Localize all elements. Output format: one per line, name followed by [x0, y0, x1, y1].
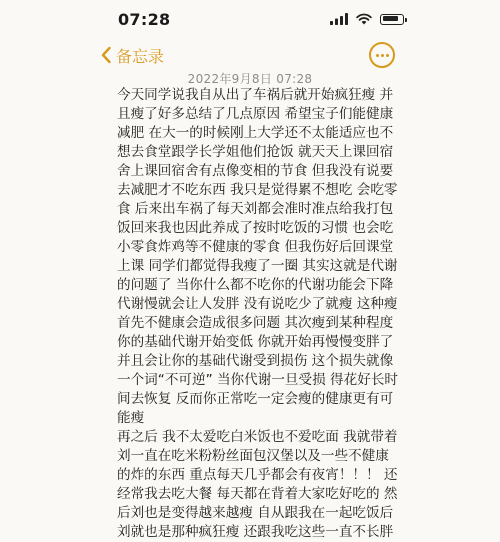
note-line: 代谢慢就会让人发胖 没有说吃少了就瘦 这种瘦	[117, 296, 398, 312]
note-line: 再之后 我不太爱吃白米饭也不爱吃面 我就带着	[117, 429, 398, 445]
note-line: 首先不健康会造成很多问题 其次瘦到某种程度	[117, 315, 394, 331]
note-line: 且瘦了好多总结了几点原因 希望宝子们能健康	[117, 106, 394, 122]
note-line: 经常我去吃大餐 每天都在背着大家吃好吃的 然	[117, 486, 398, 502]
note-line: 今天同学说我自从出了车祸后就开始疯狂瘦 并	[117, 87, 394, 103]
note-line: 的炸的东西 重点每天几乎都会有夜宵！！！ 还	[117, 467, 398, 483]
more-options-icon	[376, 54, 379, 57]
note-line: 减肥 在大一的时候刚上大学还不太能适应也不	[117, 125, 394, 141]
note-line: 刘就也是那种疯狂瘦 还跟我吃这些一直不长胖	[117, 524, 394, 540]
status-icons	[330, 11, 404, 27]
note-line: 能瘦	[117, 410, 145, 426]
note-body[interactable]	[117, 86, 399, 542]
note-line: 想去食堂跟学长学姐他们抢饭 就天天上课回宿	[117, 144, 394, 160]
note-line: 你的基础代谢开始变低 你就开始再慢慢变胖了	[117, 334, 394, 350]
note-line: 小零食炸鸡等不健康的零食 但我伤好后回课堂	[117, 239, 394, 255]
note-line: 一个词“不可逆” 当你代谢一旦受损 得花好长时	[117, 372, 399, 388]
note-line: 并且会让你的基础代谢受到损伤 这个损失就像	[117, 353, 394, 369]
note-line: 间去恢复 反而你正常吃一定会瘦的健康更有可	[117, 391, 394, 407]
note-line: 刘一直在吃米粉粉丝面包汉堡以及一些不健康	[117, 448, 389, 464]
note-line: 后刘也是变得越来越瘦 自从跟我在一起吃饭后	[117, 505, 394, 521]
back-button[interactable]	[100, 42, 164, 68]
nav-bar	[0, 38, 500, 72]
cellular-signal-icon	[330, 13, 348, 25]
note-line: 饭回来我也因此养成了按时吃饭的习惯 也会吃	[117, 220, 394, 236]
back-label: 备忘录	[116, 46, 165, 66]
note-line: 上课 同学们都觉得我瘦了一圈 其实这就是代谢	[117, 258, 398, 274]
note-date: 2022年9月8日 07:28	[187, 72, 313, 86]
status-bar	[0, 0, 500, 36]
chevron-left-icon	[100, 46, 112, 64]
note-line: 的问题了 当你什么都不吃你的代谢功能会下降	[117, 277, 394, 293]
note-line: 舍上课回宿舍有点像变相的节食 但我没有说要	[117, 163, 394, 179]
battery-level	[383, 16, 398, 21]
wifi-icon	[356, 13, 372, 25]
more-options-button[interactable]	[369, 42, 395, 68]
battery-icon	[380, 14, 404, 25]
note-line: 去减肥才不吃东西 我只是觉得累不想吃 会吃零	[117, 182, 398, 198]
status-time: 07:28	[118, 10, 171, 29]
note-line: 食 后来出车祸了每天刘都会准时准点给我打包	[117, 201, 394, 217]
